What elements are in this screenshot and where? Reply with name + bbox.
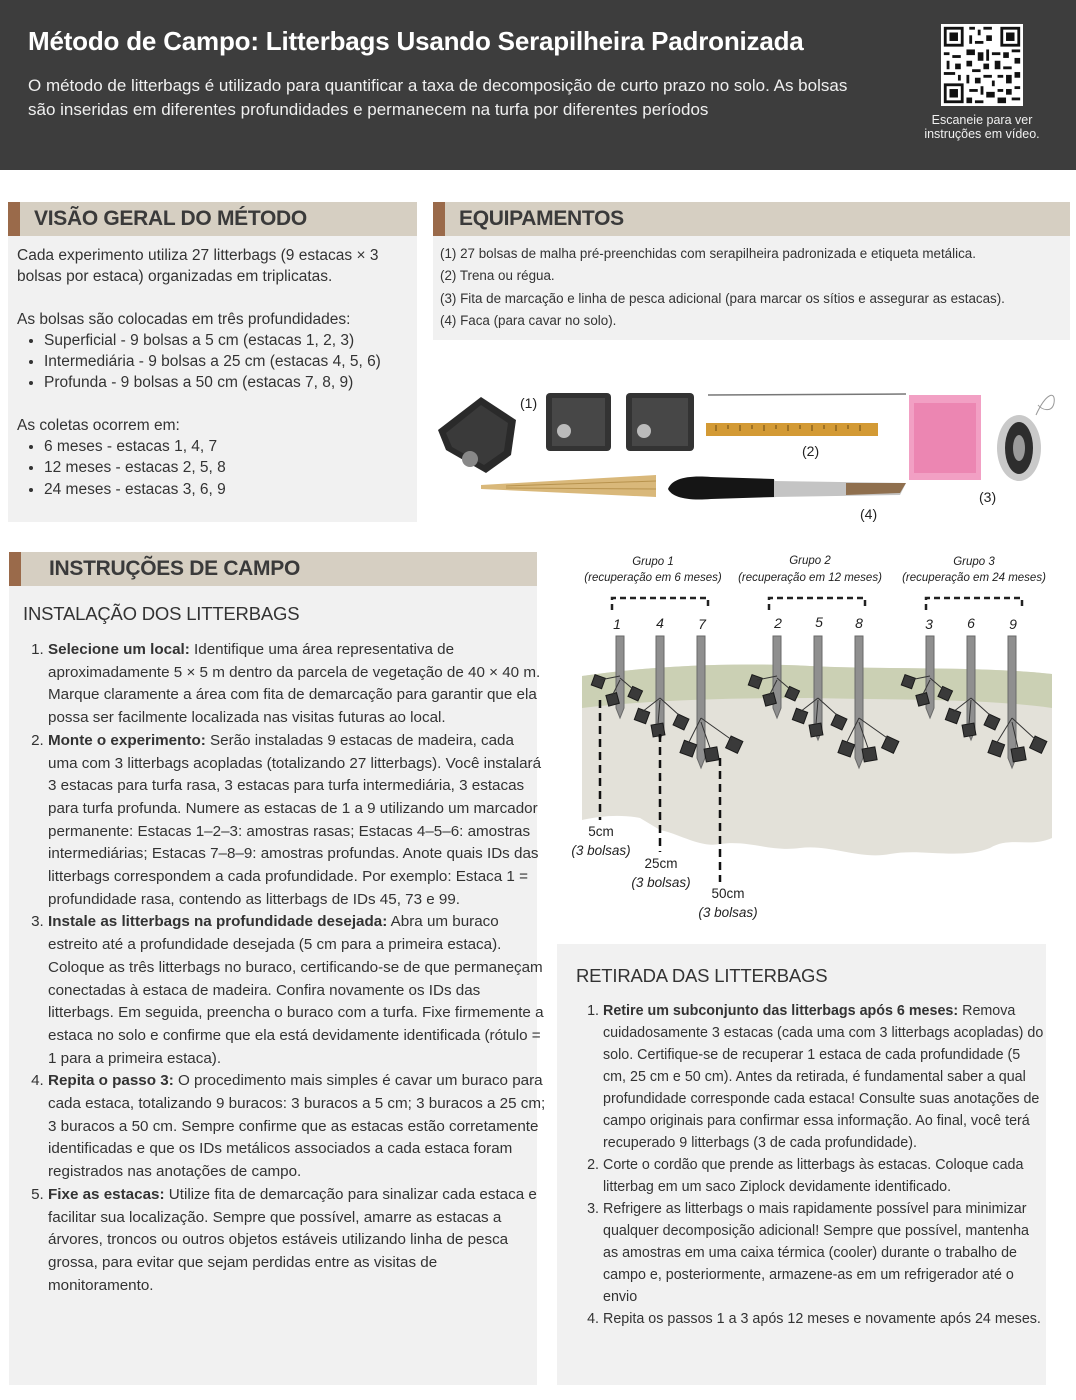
stake-label: 5 xyxy=(815,614,823,630)
list-item: 1. Retire um subconjunto das litterbags após 6 meses: Remova cuidadosamente 3 estacas (cada uma com 3 litterbags acopladas) do solo. Certifique-se de recuperar 1 estaca de cada profundidade (5 cm, 25 cm e 50 cm). Antes da retirada, é fundamental saber a qual profundidade corresponde cada estaca! Consulte suas anotações de campo originais para confirmar essa informação. Ao final, você terá recuperado 9 litterbags (3 de cada profundidade). xyxy=(603,1000,1047,1154)
depth-label: 25cm xyxy=(644,856,678,871)
list-item: • Profunda - 9 bolsas a 50 cm (estacas 7, 8, 9) xyxy=(44,372,417,393)
overview-text xyxy=(17,245,417,500)
stake-label: 7 xyxy=(698,616,706,632)
depth-bags: (3 bolsas) xyxy=(631,875,691,890)
list-item: • Superficial - 9 bolsas a 5 cm (estacas 1, 2, 3) xyxy=(44,330,417,351)
stake-label: 9 xyxy=(1009,616,1017,632)
depth-label: 5cm xyxy=(588,824,614,839)
depth-label: 50cm xyxy=(711,886,745,901)
photo-label-2: (2) xyxy=(802,443,820,459)
install-steps xyxy=(26,639,546,1297)
list-item: 5. Fixe as estacas: Utilize fita de demarcação para sinalizar cada estaca e facilitar sua localização. Sempre que possível, amarre as estacas a árvores, troncos ou outros objetos estáveis utilizando linha de pesca grossa, para evitar que sejam perdidas entre as visitas de monitoramento. xyxy=(48,1184,546,1298)
field-heading: INSTRUÇÕES DE CAMPO xyxy=(9,552,537,586)
list-item: • 24 meses - estacas 3, 6, 9 xyxy=(44,479,417,500)
group-2-name: Grupo 2 xyxy=(789,555,831,567)
stake-label: 8 xyxy=(855,615,863,631)
photo-label-1: (1) xyxy=(520,395,538,411)
group-3-name: Grupo 3 xyxy=(953,556,995,568)
list-item: 3. Instale as litterbags na profundidade desejada: Abra um buraco estreito até a profundidade desejada (5 cm para a primeira estaca). Coloque as três litterbags no buraco, certificando-se de que permaneçam conectadas à estaca de madeira. Confira novamente os IDs das litterbags. Em seguida, preencha o buraco com a turfa. Fixe firmemente a estaca no solo e confirme que ela está devidamente identificada (rótulo = 1 para a primeira estaca). xyxy=(48,911,546,1070)
equipment-list xyxy=(440,243,1070,332)
stake-7 xyxy=(697,636,705,768)
overview-intro: Cada experimento utiliza 27 litterbags (9 estacas × 3 bolsas por estaca) organizadas em triplicatas. xyxy=(17,247,379,286)
group-2-sub: (recuperação em 12 meses) xyxy=(738,572,882,584)
equipment-photo xyxy=(436,385,1066,525)
removal-steps xyxy=(581,1000,1047,1330)
list-item: • 12 meses - estacas 2, 5, 8 xyxy=(44,457,417,478)
list-item: • 6 meses - estacas 1, 4, 7 xyxy=(44,436,417,457)
depth-bags: (3 bolsas) xyxy=(698,905,758,920)
list-item: 2. Corte o cordão que prende as litterbags às estacas. Coloque cada litterbag em um saco Ziplock devidamente identificado. xyxy=(603,1154,1047,1198)
list-item: 2. Monte o experimento: Serão instaladas 9 estacas de madeira, cada uma com 3 litterbags acopladas (totalizando 27 litterbags). Você instalará 3 estacas para turfa rasa, 3 estacas para turfa intermediária, 3 estacas para turfa profunda. Numere as estacas de 1 a 9 utilizando um marcador permanente: Estacas 1–2–3: amostras rasas; Estacas 4–5–6: amostras intermediárias; Estacas 7–8–9: amostras profundas. Anote quais IDs das litterbags correspondem a cada profundidade. Por exemplo: Estaca 1 = profundidade rasa, contendo as litterbags de IDs 45, 73 e 99. xyxy=(48,730,546,912)
stake-label: 3 xyxy=(925,616,933,632)
knife-icon xyxy=(668,477,776,500)
header xyxy=(0,0,1076,170)
list-item: (1) 27 bolsas de malha pré-preenchidas com serapilheira padronizada e etiqueta metálica. xyxy=(440,246,976,261)
list-item: • Intermediária - 9 bolsas a 25 cm (estacas 4, 5, 6) xyxy=(44,351,417,372)
list-item: (2) Trena ou régua. xyxy=(440,268,555,284)
list-item: (4) Faca (para cavar no solo). xyxy=(440,312,617,328)
depths-intro: As bolsas são colocadas em três profundidades: xyxy=(17,310,351,328)
ruler-icon xyxy=(706,423,878,436)
overview-heading: VISÃO GERAL DO MÉTODO xyxy=(8,202,417,236)
stake-label: 2 xyxy=(774,615,782,631)
stake-label: 1 xyxy=(613,616,621,632)
list-item: 4. Repita os passos 1 a 3 após 12 meses e novamente após 24 meses. xyxy=(603,1308,1047,1330)
group-1-sub: (recuperação em 6 meses) xyxy=(584,572,722,584)
collect-intro: As coletas ocorrem em: xyxy=(17,416,180,434)
list-item: 1. Selecione um local: Identifique uma área representativa de aproximadamente 5 × 5 m dentro da parcela de vegetação de 40 × 40 m. Marque claramente a área com fita de demarcação para garantir que ela possa ser facilmente localizada nas visitas futuras ao local. xyxy=(48,639,546,730)
qr-code-icon[interactable] xyxy=(941,24,1023,106)
group-1-name: Grupo 1 xyxy=(632,556,674,568)
list-item: 4. Repita o passo 3: O procedimento mais simples é cavar um buraco para cada estaca, totalizando 9 buracos: 3 buracos a 5 cm; 3 buracos a 25 cm; 3 buracos a 50 cm. Sempre confirme que as estacas estão corretamente identificadas e que os IDs metálicos associados a cada estaca foram registrados nas anotações de campo. xyxy=(48,1070,546,1184)
list-item: 3. Refrigere as litterbags o mais rapidamente possível para minimizar qualquer decomposição adicional! Sempre que possível, mantenha as amostras em uma caixa térmica (cooler) durante o trabalho de campo e, posteriormente, armazene-as em um refrigerador até o envio xyxy=(603,1198,1047,1308)
depths-list xyxy=(17,330,417,394)
stake-label: 4 xyxy=(656,615,664,631)
stake-label: 6 xyxy=(967,615,975,631)
photo-label-4: (4) xyxy=(860,506,878,522)
page-title: Método de Campo: Litterbags Usando Serapilheira Padronizada xyxy=(28,26,804,56)
group-3-sub: (recuperação em 24 meses) xyxy=(902,572,1046,584)
stake-8 xyxy=(855,636,863,768)
page-intro: O método de litterbags é utilizado para quantificar a taxa de decomposição de curto prazo no solo. As bolsas são inseridas em diferentes profundidades e permanecem na turfa por diferentes períodos xyxy=(28,76,848,119)
removal-heading: RETIRADA DAS LITTERBAGS xyxy=(576,965,828,986)
depth-bags: (3 bolsas) xyxy=(571,843,631,858)
install-heading: INSTALAÇÃO DOS LITTERBAGS xyxy=(23,603,300,624)
photo-label-3: (3) xyxy=(979,489,997,505)
qr-caption: Escaneie para ver instruções em vídeo. xyxy=(924,113,1040,141)
collections-list xyxy=(17,436,417,500)
stake-diagram xyxy=(560,548,1060,928)
equipment-heading: EQUIPAMENTOS xyxy=(433,202,1070,236)
list-item: (3) Fita de marcação e linha de pesca adicional (para marcar os sítios e assegurar as estacas). xyxy=(440,290,1005,306)
